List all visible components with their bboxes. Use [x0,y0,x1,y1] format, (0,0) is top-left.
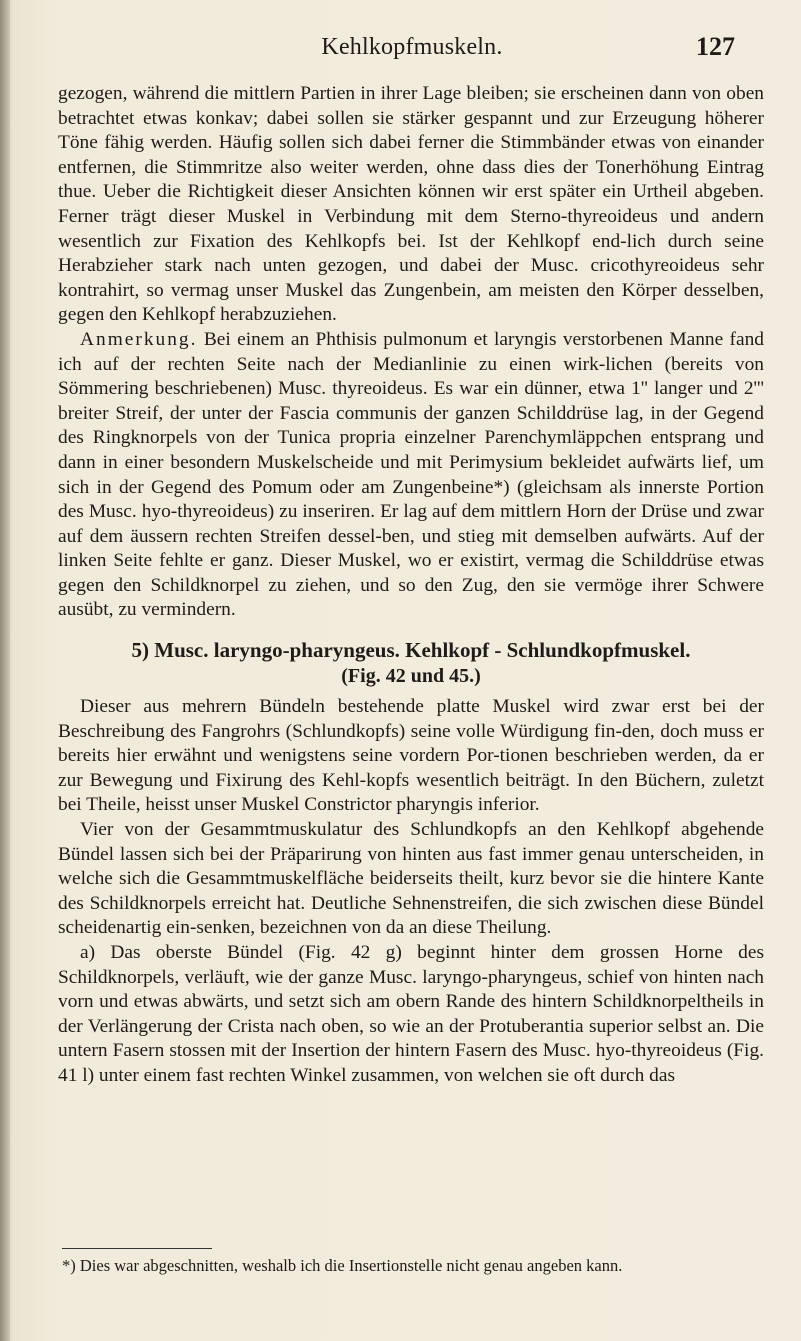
paragraph-bundles: Vier von der Gesammtmuskulatur des Schlundkopfs an den Kehlkopf abgehende Bündel lassen sich bei der Präparirung von hinten aus fast immer genau unterscheiden, in welche sich die Gesammtmuskelfläche beiderseits theilt, kurz bevor sie die hintere Kante des Schildknorpels erreicht hat. Deutliche Sehnenstreifen, die sich zwischen diese Bündel scheidenartig ein-senken, bezeichnen von da an diese Theilung. [58,819,764,939]
section-subheading: (Fig. 42 und 45.) [341,665,481,688]
paragraph-intro: Dieser aus mehrern Bündeln bestehende platte Muskel wird zwar erst bei der Beschreibung des Fangrohrs (Schlundkopfs) seine volle Würdigung fin-den, doch muss er bereits hier erwähnt und wenigstens seine vordern Por-tionen beschrieben werden, da er zur Bewegung und Fixirung des Kehl-kopfs wesentlich beiträgt. In den Büchern, zuletzt bei Theile, heisst unser Muskel Constrictor pharyngis inferior. [58,696,764,816]
page-number: 127 [696,32,735,61]
page-header [0,34,801,66]
binding-gutter [0,0,10,1341]
annotation-lead: Anmerkung. [80,328,198,350]
paragraph-annotation [58,328,764,623]
footnote: *) Dies war abgeschnitten, weshalb ich die Insertionstelle nicht genau angeben kann. [62,1256,623,1275]
paragraph-upper-bundle: a) Das oberste Bündel (Fig. 42 g) beginnt hinter dem grossen Horne des Schildknorpels, verläuft, wie der ganze Musc. laryngo-pharyngeus, schief von hinten nach vorn und etwas abwärts, und setzt sich am obern Rande des hintern Schildknorpeltheils in der Verlängerung der Crista nach oben, so wie an der Protuberantia superior selbst an. Die untern Fasern stossen mit der Insertion der hintern Fasern des Musc. hyo-thyreoideus (Fig. 41 l) unter einem fast rechten Winkel zusammen, von welchen sie oft durch das [58,942,764,1086]
footnote-divider [62,1248,212,1249]
body-text [58,82,764,1089]
paragraph-continuation: gezogen, während die mittlern Partien in ihrer Lage bleiben; sie erscheinen dann von oben betrachtet etwas konkav; dabei sollen sie stärker gespannt und zur Erzeugung höherer Töne fähig werden. Häufig sollen sich dabei ferner die Stimmbänder etwas von einander entfernen, die Stimmritze also weiter werden, ohne dass dies der Tonerhöhung Eintrag thue. Ueber die Richtigkeit dieser Ansichten können wir erst später ein Urtheil abgeben. Ferner trägt dieser Muskel in Verbindung mit dem Sterno-thyreoideus und andern wesentlich zur Fixation des Kehlkopfs bei. Ist der Kehlkopf end-lich durch seine Herabzieher stark nach unten gezogen, und dabei der Musc. cricothyreoideus sehr kontrahirt, so vermag unser Muskel das Zungenbein, am meisten den Körper desselben, gegen den Kehlkopf herabzuziehen. [58,83,764,326]
annotation-text: Bei einem an Phthisis pulmonum et laryngis verstorbenen Manne fand ich auf der rechten Seite nach der Medianlinie zu einen wirk-lichen (bereits von Sömmering beschriebenen) Musc. thyreoideus. Es war ein dünner, etwa 1'' langer und 2''' breiter Streif, der unter der Fascia communis der ganzen Schilddrüse lag, in der Gegend des Ringknorpels von der Tunica propria einzelner Parenchymläppchen entsprang und dann in einer besondern Muskelscheide und mit Perimysium bekleidet aufwärts lief, um sich in der Gegend des Pomum oder am Zungenbeine*) (gleichsam als innerste Portion des Musc. hyo-thyreoideus) zu inseriren. Er lag auf dem mittlern Horn der Drüse und zwar auf dem äussern rechten Streifen dessel-ben, und stieg mit demselben aufwärts. Auf der linken Seite fehlte er ganz. Dieser Muskel, wo er existirt, vermag die Schilddrüse etwas gegen den Schildknorpel zu ziehen, und so den Zug, den sie vermöge ihrer Schwere ausübt, zu vermindern. [58,328,764,621]
section-heading: 5) Musc. laryngo-pharyngeus. Kehlkopf - Schlundkopfmuskel. [131,638,691,663]
running-title: Kehlkopfmuskeln. [321,34,503,60]
